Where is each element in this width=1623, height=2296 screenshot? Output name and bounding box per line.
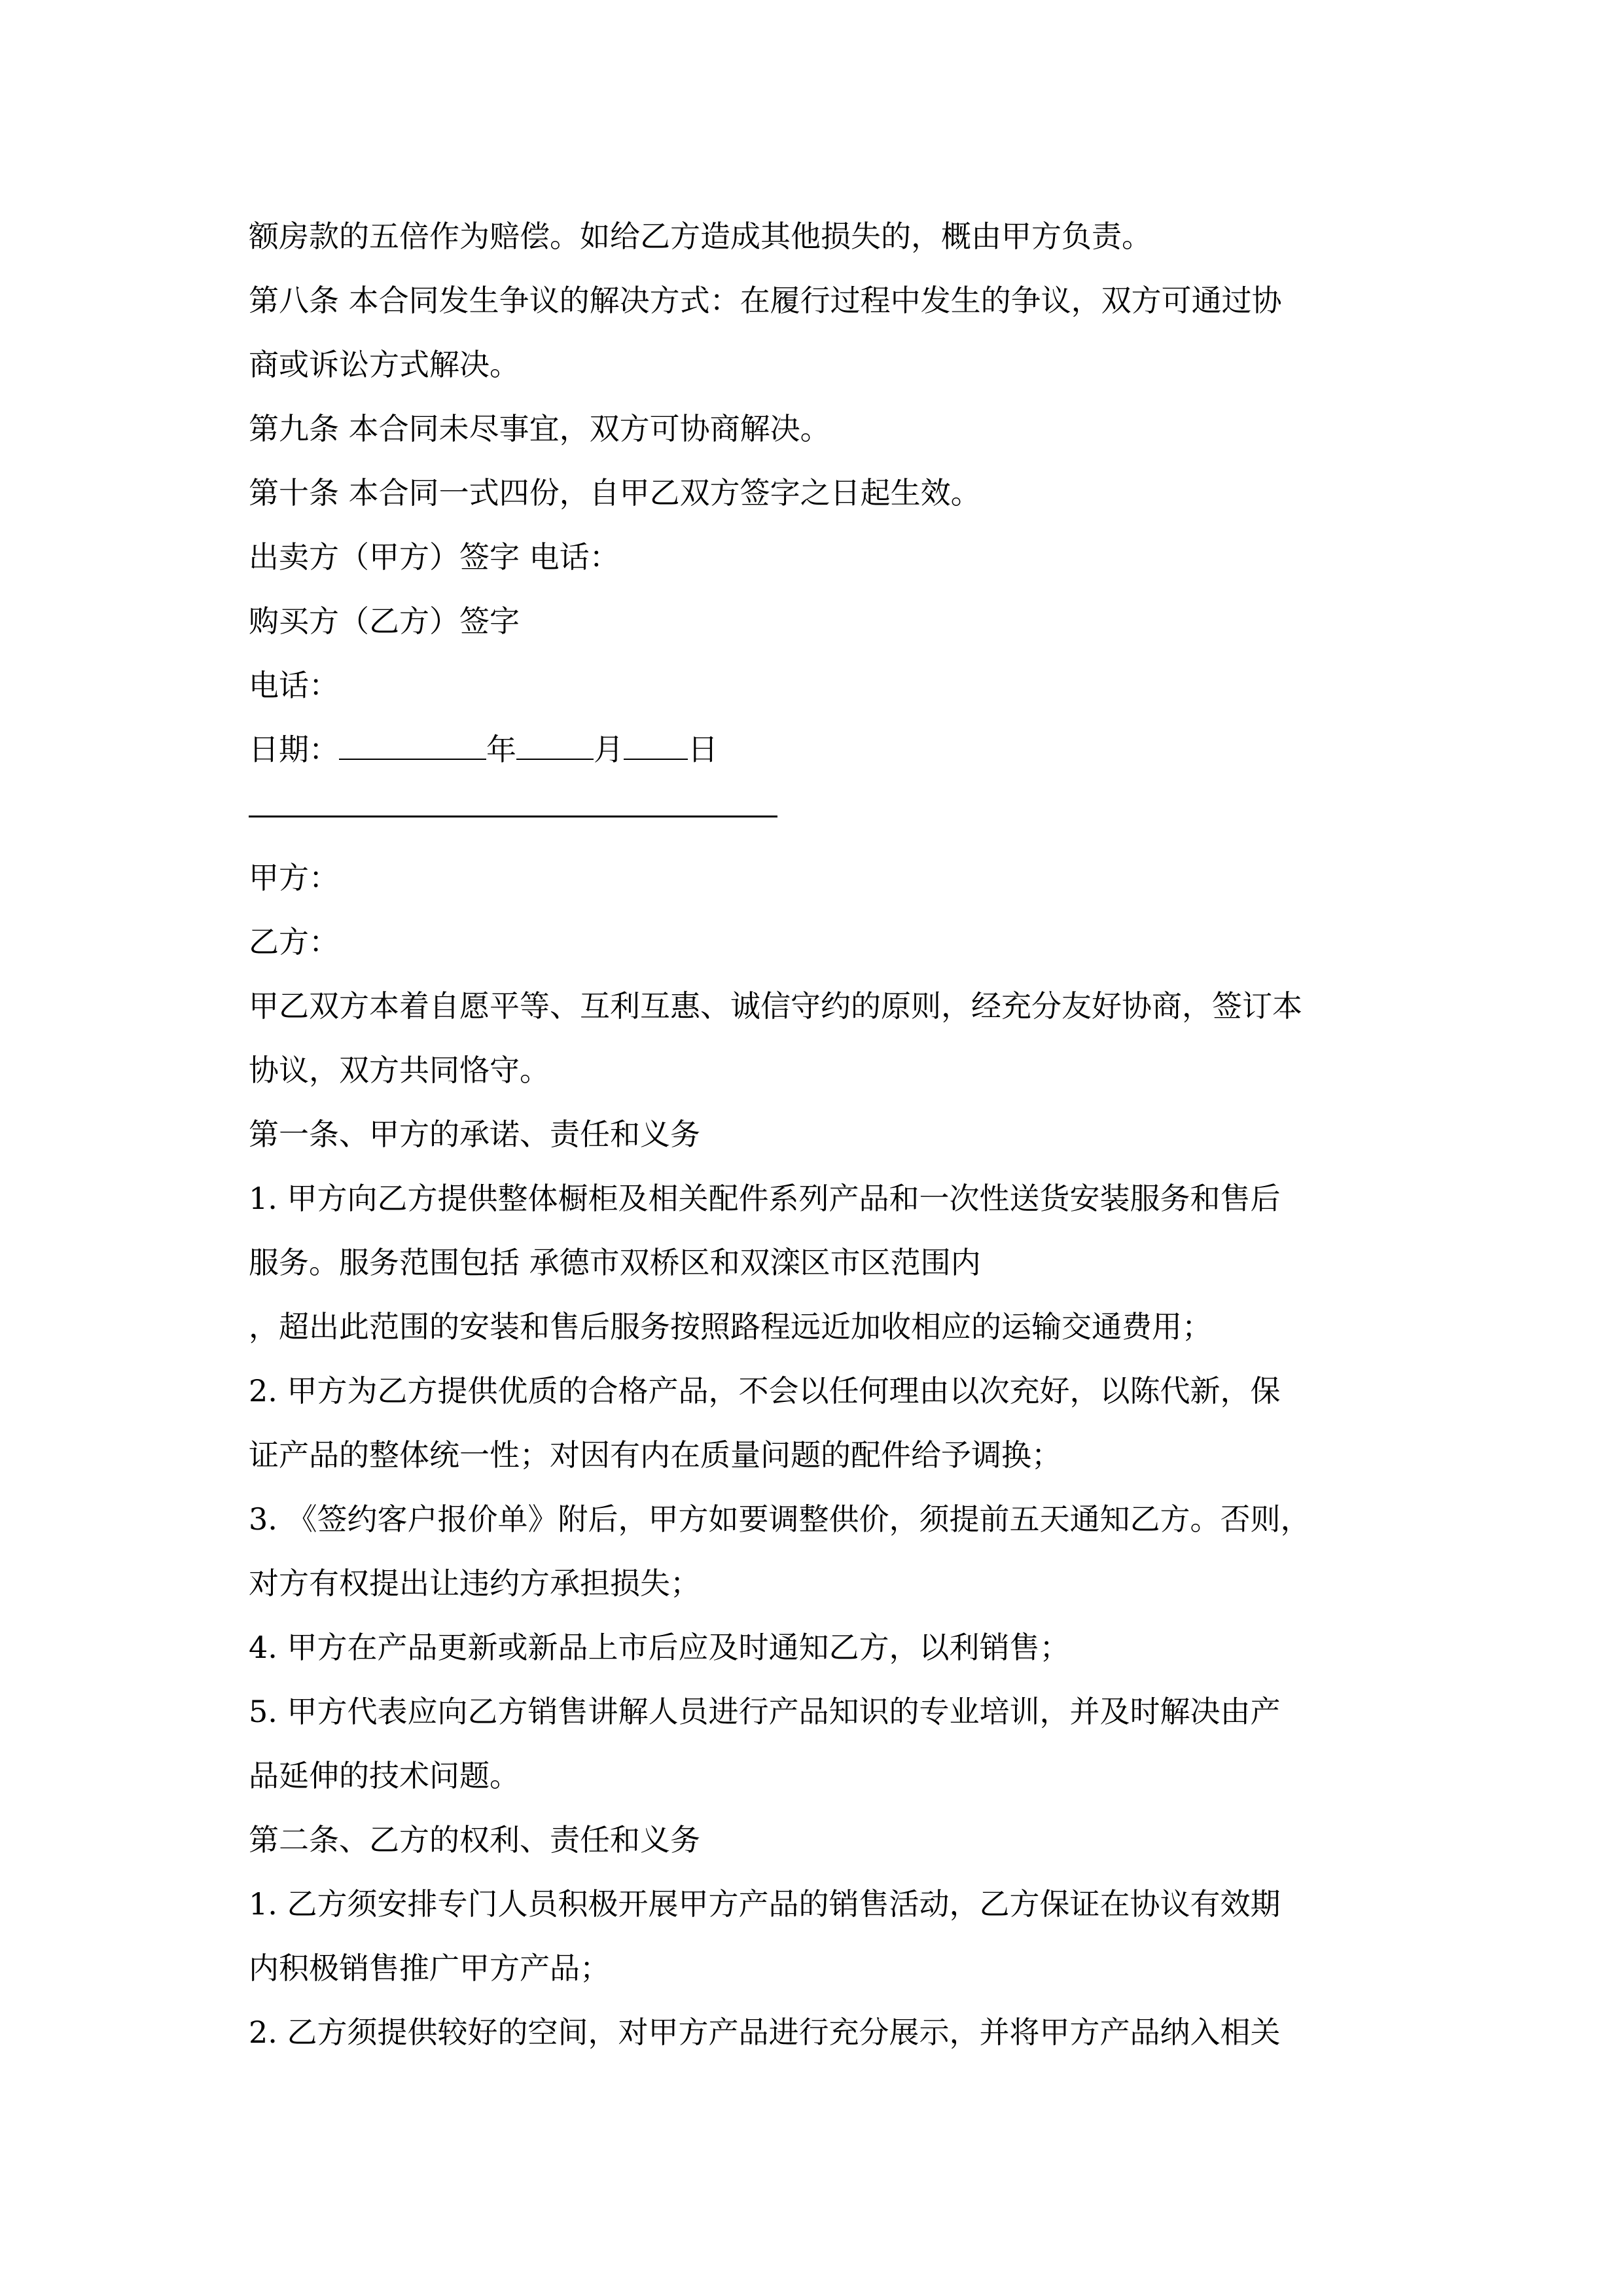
text-line: 2. 乙方须提供较好的空间，对甲方产品进行充分展示，并将甲方产品纳入相关 — [249, 2015, 1281, 2050]
text-line: ，超出此范围的安装和售后服务按照路程远近加收相应的运输交通费用； — [249, 1309, 1212, 1344]
text-line: 1. 甲方向乙方提供整体橱柜及相关配件系列产品和一次性送货安装服务和售后 — [249, 1181, 1281, 1216]
text-line: 第十条 本合同一式四份，自甲乙双方签字之日起生效。 — [249, 475, 981, 511]
year-blank — [339, 732, 486, 760]
party-a-line: 甲方： — [249, 860, 339, 895]
month-label: 月 — [594, 732, 624, 767]
text-line: 对方有权提出让违约方承担损失； — [249, 1566, 700, 1601]
text-line: 2. 甲方为乙方提供优质的合格产品，不会以任何理由以次充好，以陈代新，保 — [249, 1373, 1281, 1408]
text-line: 3. 《签约客户报价单》附后，甲方如要调整供价，须提前五天通知乙方。否则， — [249, 1501, 1311, 1537]
text-line: 额房款的五倍作为赔偿。如给乙方造成其他损失的，概由甲方负责。 — [249, 219, 1152, 254]
text-line: 品延伸的技术问题。 — [249, 1758, 520, 1793]
year-label: 年 — [486, 732, 516, 767]
text-line: 内积极销售推广甲方产品； — [249, 1950, 610, 1986]
day-blank — [624, 732, 688, 760]
month-blank — [516, 732, 594, 760]
separator-line — [249, 781, 1400, 846]
text-line: 第九条 本合同未尽事宜，双方可协商解决。 — [249, 411, 830, 446]
date-line — [249, 717, 1400, 781]
text-line: 商或诉讼方式解决。 — [249, 347, 520, 382]
text-line: 1. 乙方须安排专门人员积极开展甲方产品的销售活动，乙方保证在协议有效期 — [249, 1886, 1281, 1922]
section-heading: 第一条、甲方的承诺、责任和义务 — [249, 1117, 700, 1152]
seller-signature-line: 出卖方（甲方）签字 电话： — [249, 539, 620, 575]
text-line: 甲乙双方本着自愿平等、互利互惠、诚信守约的原则，经充分友好协商，签订本 — [249, 988, 1302, 1024]
text-line: 服务。服务范围包括 承德市双桥区和双滦区市区范围内 — [249, 1245, 981, 1280]
text-line: 5. 甲方代表应向乙方销售讲解人员进行产品知识的专业培训，并及时解决由产 — [249, 1694, 1281, 1729]
document-page — [249, 204, 1400, 2064]
buyer-signature-line: 购买方（乙方）签字 — [249, 603, 520, 639]
party-b-line: 乙方： — [249, 924, 339, 960]
phone-line: 电话： — [249, 668, 339, 703]
text-line: 协议，双方共同恪守。 — [249, 1052, 550, 1088]
text-line: 第八条 本合同发生争议的解决方式：在履行过程中发生的争议，双方可通过协 — [249, 283, 1282, 318]
text-line: 4. 甲方在产品更新或新品上市后应及时通知乙方，以利销售； — [249, 1630, 1070, 1665]
day-label: 日 — [688, 732, 718, 767]
section-heading: 第二条、乙方的权利、责任和义务 — [249, 1822, 700, 1857]
date-label: 日期： — [249, 732, 339, 767]
text-line: 证产品的整体统一性；对因有内在质量问题的配件给予调换； — [249, 1437, 1061, 1473]
